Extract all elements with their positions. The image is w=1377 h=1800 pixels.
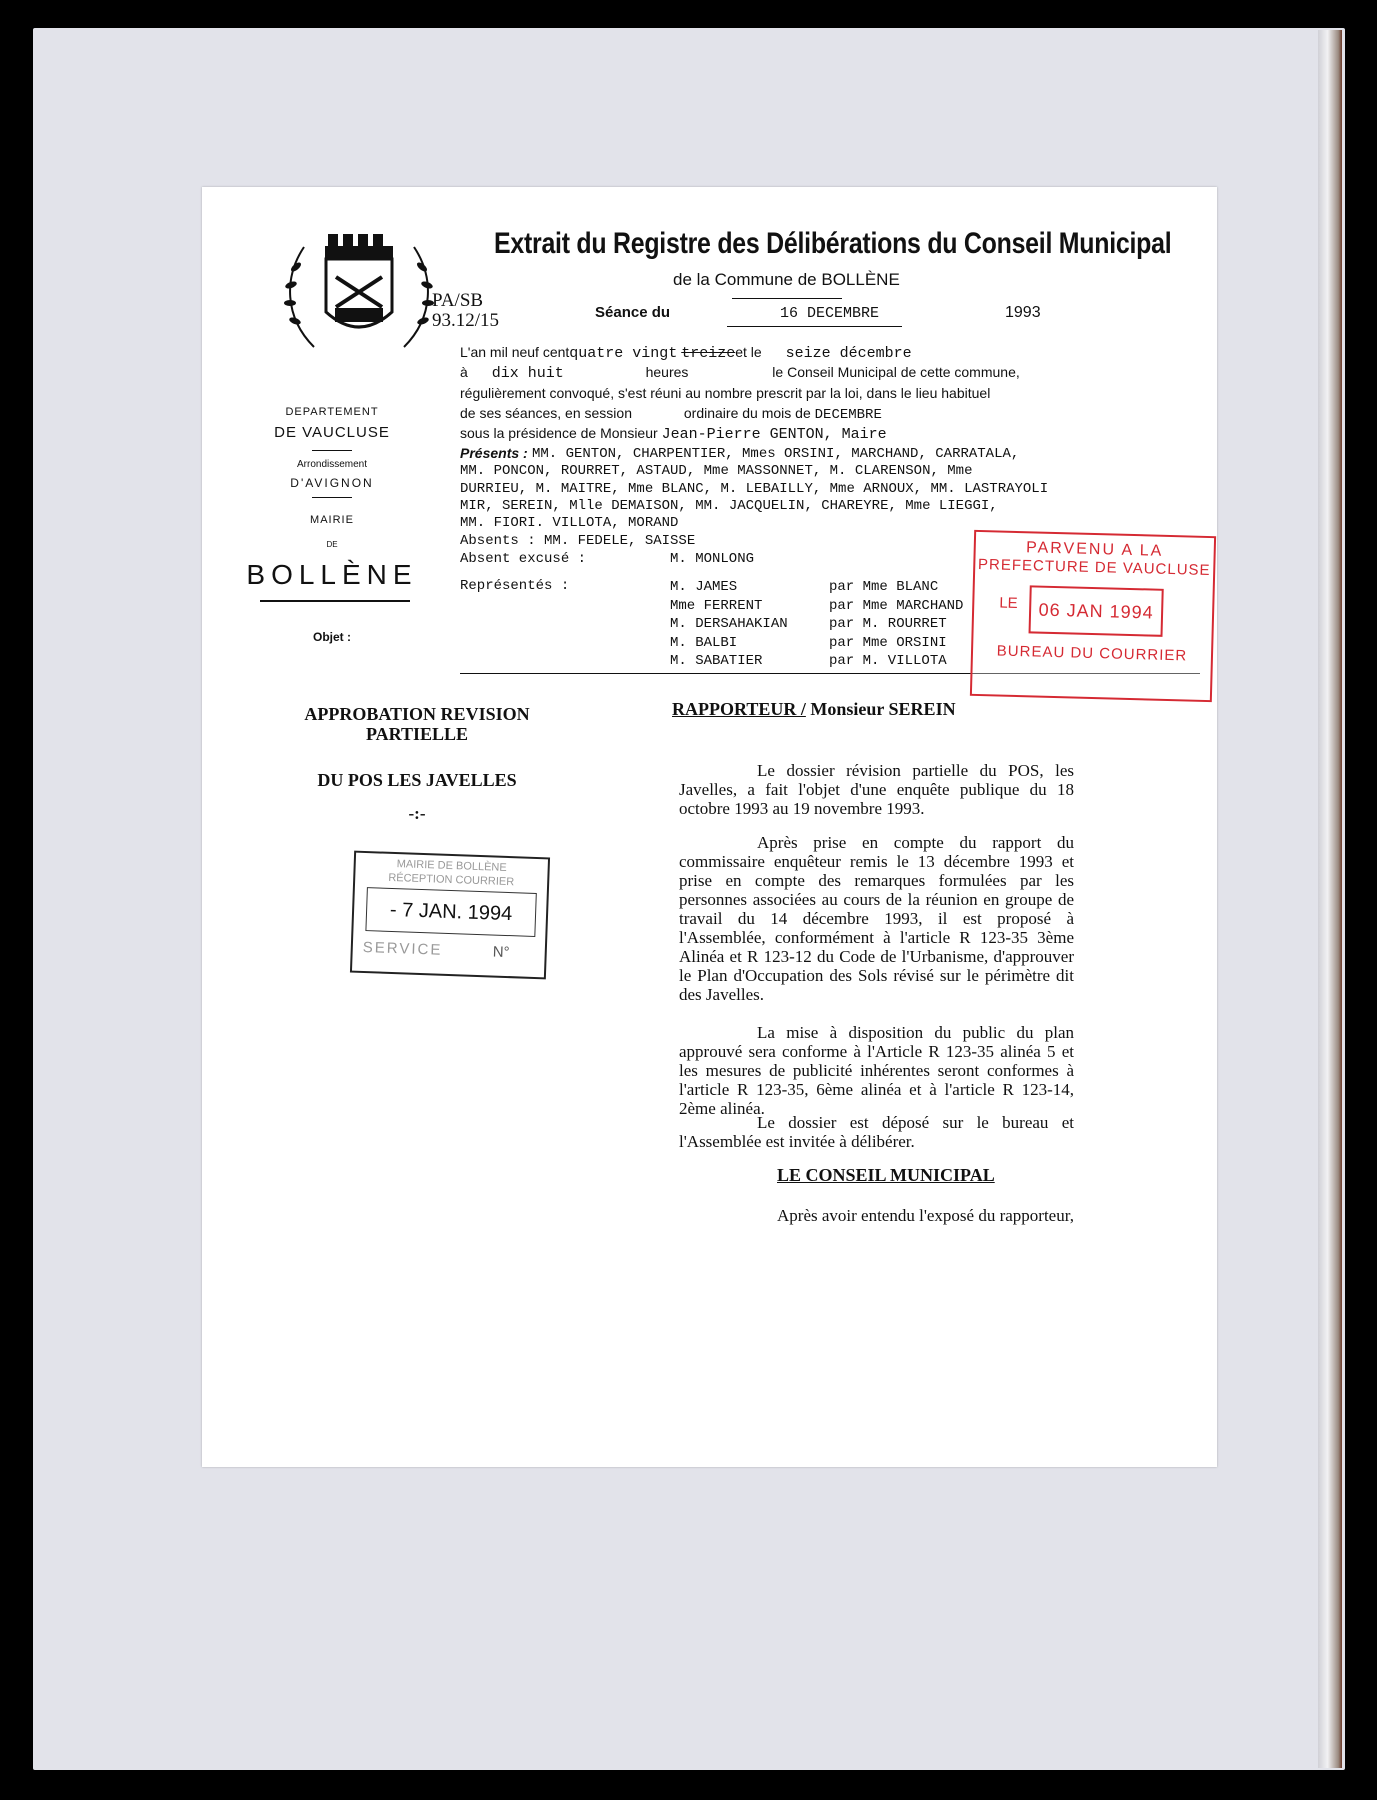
seance-label: Séance du (595, 304, 671, 321)
paragraph-2: Après prise en compte du rapport du commissaire enquêteur remis le 13 décembre 1993 et prise en compte des remarques formulées par les personnes associées au cours de la réunion en groupe de travail du 14 décembre 1993, il est proposé à l'Assemblée, conformément à l'article R 123-35 3ème Alinéa et R 123-12 du Code de l'Urbanisme, d'approuver le Plan d'Occupation des Sols révisé sur le périmètre dit des Javelles. (679, 833, 1074, 1004)
arrondissement: D'AVIGNON (290, 476, 374, 490)
absent-excuse: M. MONLONG (670, 551, 755, 567)
departement: DE VAUCLUSE (274, 424, 390, 441)
absents: Absents : MM. FEDELE, SAISSE (460, 533, 696, 549)
presents-line-3: MIR, SEREIN, Mlle DEMAISON, MM. JACQUELIN, CHAREYRE, Mme LIEGGI, (460, 498, 998, 514)
preamble-line-5: sous la présidence de Monsieur Jean-Pierre GENTON, Maire (460, 425, 887, 443)
document-title: Extrait du Registre des Délibérations du Conseil Municipal (494, 227, 1172, 260)
closing-line: Après avoir entendu l'exposé du rapporteur, (777, 1206, 1074, 1225)
represente-proxy: par Mme MARCHAND (829, 597, 964, 614)
represente-name: Mme FERRENT (670, 597, 763, 614)
presents-label: Présents : (460, 445, 528, 461)
council-heading: LE CONSEIL MUNICIPAL (777, 1165, 995, 1185)
coat-of-arms-icon (274, 227, 444, 357)
subject-separator: -:- (408, 804, 426, 823)
seance-year: 1993 (1005, 304, 1041, 321)
represente-name: M. SABATIER (670, 653, 763, 669)
de-label: DE (326, 540, 338, 549)
representes-names (670, 578, 788, 671)
reference-code: PA/SB 93.12/15 (432, 290, 500, 331)
mairie-reception-stamp: MAIRIE DE BOLLÈNE RÉCEPTION COURRIER - 7 JAN. 1994 SERVICE N° (350, 851, 550, 980)
prefecture-stamp: PARVENU A LA PREFECTURE DE VAUCLUSE LE 06 JAN 1994 BUREAU DU COURRIER (970, 530, 1216, 702)
document-sheet (202, 187, 1217, 1467)
represente-proxy: par Mme BLANC (829, 579, 939, 595)
preamble-line-4: de ses séances, en session ordinaire du mois de DECEMBRE (460, 405, 882, 423)
presents-line-1: MM. PONCON, ROURRET, ASTAUD, Mme MASSONNET, M. CLARENSON, Mme (460, 463, 973, 479)
objet-label: Objet : (313, 630, 351, 644)
commune-name: BOLLÈNE (246, 559, 418, 590)
mairie-label: MAIRIE (310, 514, 354, 526)
absent-excuse-label: Absent excusé : (460, 551, 587, 567)
presents-line-4: MM. FIORI. VILLOTA, MORAND (460, 515, 679, 531)
paragraph-1: Le dossier révision partielle du POS, les Javelles, a fait l'objet d'une enquête publique du 18 octobre 1993 au 19 novembre 1993. (679, 761, 1074, 818)
presents-line-2: DURRIEU, M. MAITRE, Mme BLANC, M. LEBAILLY, Mme ARNOUX, MM. LASTRAYOLI (460, 481, 1049, 497)
represente-name: M. DERSAHAKIAN (670, 616, 788, 632)
representes-proxies (829, 578, 963, 671)
document-subtitle: de la Commune de BOLLÈNE (673, 270, 900, 289)
represente-name: M. BALBI (670, 634, 738, 651)
represente-proxy: par M. VILLOTA (829, 653, 947, 669)
preamble-line-1: L'an mil neuf centquatre vingt treizeet le seize décembre (460, 344, 912, 362)
represente-name: M. JAMES (670, 579, 738, 595)
represente-proxy: par M. ROURRET (829, 616, 947, 632)
rapporteur-line: RAPPORTEUR / Monsieur SEREIN (672, 699, 956, 719)
departement-label: DEPARTEMENT (285, 406, 379, 418)
presents-line-0: MM. GENTON, CHARPENTIER, Mmes ORSINI, MARCHAND, CARRATALA, (532, 446, 1020, 462)
paragraph-4: Le dossier est déposé sur le bureau et l'Assemblée est invitée à délibérer. (679, 1113, 1074, 1151)
book-edge-right (1318, 30, 1342, 1768)
subject-line-3: DU POS LES JAVELLES (317, 770, 517, 790)
paragraph-3: La mise à disposition du public du plan approuvé sera conforme à l'Article R 123-35 alinéa 5 et les mesures de publicité inhérentes seront conformes à l'article R 123-35, 6ème alinéa et à l'article R 123-14, 2ème alinéa. (679, 1023, 1074, 1118)
representes-label: Représentés : (460, 578, 570, 594)
represente-proxy: par Mme ORSINI (829, 634, 947, 651)
arrondissement-label: Arrondissement (296, 459, 368, 470)
preamble-line-3: régulièrement convoqué, s'est réuni au nombre prescrit par la loi, dans le lieu habituel (460, 385, 991, 401)
subject-title: APPROBATION REVISION PARTIELLE (304, 704, 530, 744)
preamble-line-2: à dix huit heures le Conseil Municipal de cette commune, (460, 364, 1020, 382)
seance-date: 16 DECEMBRE (780, 305, 880, 322)
